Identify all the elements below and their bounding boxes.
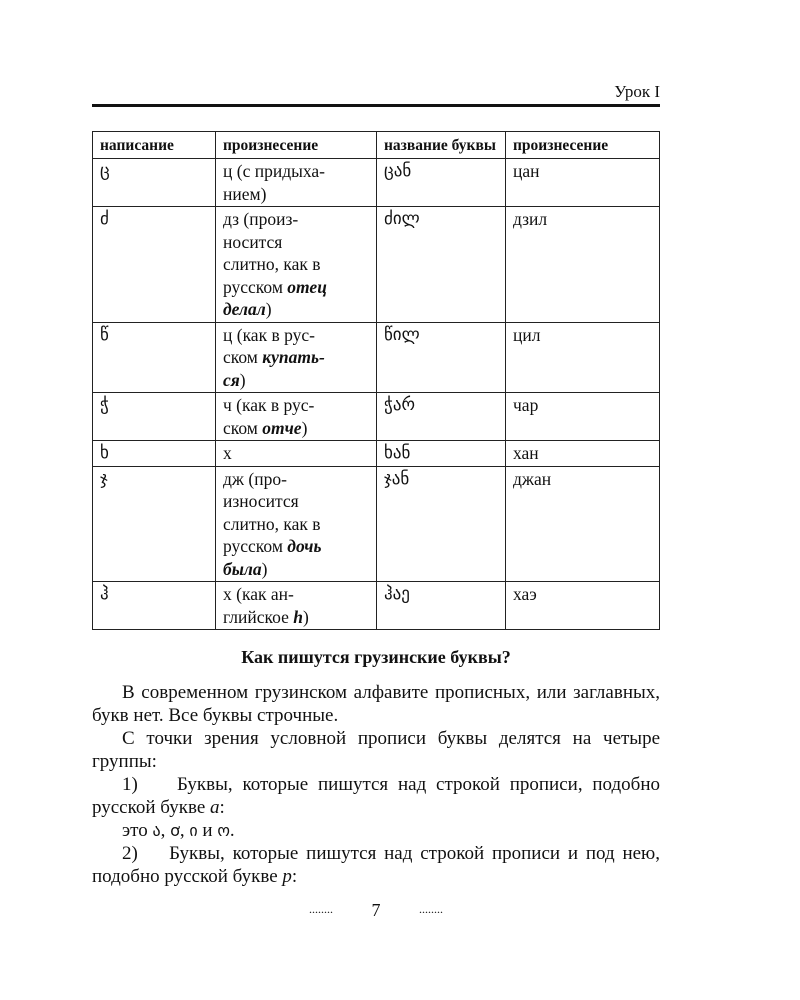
table-header-row xyxy=(93,132,660,159)
body-text xyxy=(92,681,660,888)
page-footer xyxy=(92,900,660,921)
letter-cell: წ xyxy=(93,322,216,393)
table-row xyxy=(93,393,660,441)
letter-name-cell: ძილ xyxy=(377,207,506,323)
page-number: 7 xyxy=(371,900,381,920)
name-pronunciation-cell: хаэ xyxy=(506,582,660,630)
paragraph: это ა, ơ, ი и ო. xyxy=(122,820,235,841)
table-row xyxy=(93,207,660,323)
section-title: Как пишутся грузинские буквы? xyxy=(241,647,511,667)
letter-name-cell: ცან xyxy=(377,159,506,207)
header-rule xyxy=(92,104,660,107)
running-head xyxy=(92,80,660,102)
table-row xyxy=(93,582,660,630)
name-pronunciation-cell: цил xyxy=(506,322,660,393)
header-writing: написание xyxy=(93,132,216,159)
header-letter-name: название буквы xyxy=(377,132,506,159)
header-name-pronunciation: произнесение xyxy=(506,132,660,159)
name-pronunciation-cell: дзил xyxy=(506,207,660,323)
letter-cell: ხ xyxy=(93,441,216,467)
letter-name-cell: ჯან xyxy=(377,466,506,582)
letter-cell: ჰ xyxy=(93,582,216,630)
paragraph: С точки зрения условной прописи буквы делятся на четыре группы: xyxy=(92,728,660,772)
table-row xyxy=(93,466,660,582)
letter-name-cell: ჭარ xyxy=(377,393,506,441)
paragraph: В современном грузинском алфавите прописных, или заглавных, букв нет. Все буквы строчные. xyxy=(92,682,660,726)
paragraph: 2) Буквы, которые пишутся над строкой прописи и под нею, подобно русской букве р: xyxy=(92,843,660,887)
letter-name-cell: წილ xyxy=(377,322,506,393)
letter-cell: ძ xyxy=(93,207,216,323)
pronunciation-cell: дж (про- износится слитно, как в русском дочь была) xyxy=(216,466,377,582)
table-row xyxy=(93,159,660,207)
name-pronunciation-cell: хан xyxy=(506,441,660,467)
header-pronunciation: произнесение xyxy=(216,132,377,159)
letters-table xyxy=(92,131,660,630)
letter-cell: ჯ xyxy=(93,466,216,582)
pronunciation-cell: дз (произ- носится слитно, как в русском отец делал) xyxy=(216,207,377,323)
paragraph: 1) Буквы, которые пишутся над строкой прописи, подобно русской букве а: xyxy=(92,774,660,818)
table-row xyxy=(93,441,660,467)
name-pronunciation-cell: чар xyxy=(506,393,660,441)
pronunciation-cell: ц (как в рус- ском купать- ся) xyxy=(216,322,377,393)
letter-cell: ც xyxy=(93,159,216,207)
pronunciation-cell: х (как ан- глийское h) xyxy=(216,582,377,630)
letter-name-cell: ხან xyxy=(377,441,506,467)
pronunciation-cell: х xyxy=(216,441,377,467)
pronunciation-cell: ч (как в рус- ском отче) xyxy=(216,393,377,441)
name-pronunciation-cell: джан xyxy=(506,466,660,582)
letter-name-cell: ჰაე xyxy=(377,582,506,630)
pronunciation-cell: ц (с придыха- нием) xyxy=(216,159,377,207)
name-pronunciation-cell: цан xyxy=(506,159,660,207)
footer-dots-right: ........ xyxy=(419,902,443,916)
letter-cell: ჭ xyxy=(93,393,216,441)
running-title: Урок I xyxy=(614,82,660,101)
footer-dots-left: ........ xyxy=(309,902,333,916)
table-body xyxy=(93,159,660,630)
table-row xyxy=(93,322,660,393)
